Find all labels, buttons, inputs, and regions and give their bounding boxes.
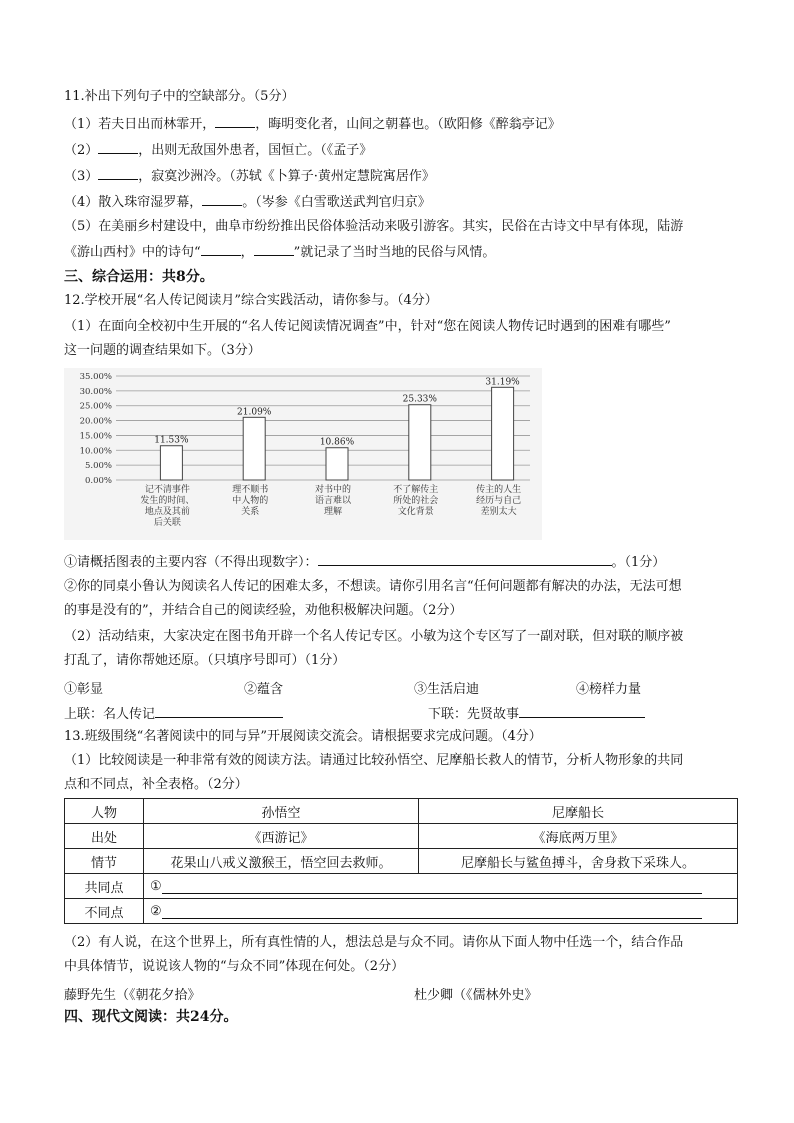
q13-part2-line2: 中具体情节，说说该人物的“与众不同”体现在何处。（2分）	[64, 959, 405, 974]
chart-svg	[64, 368, 542, 540]
table-row	[65, 874, 738, 899]
q11-item-3: （3） ，寂寞沙洲冷。（苏轼《卜算子·黄州定慧院寓居作》	[64, 166, 435, 186]
bar	[160, 446, 182, 480]
table-cell: 《西游记》	[144, 824, 419, 849]
answer-blank[interactable]	[98, 140, 138, 154]
section-3-heading: 三、综合运用：共8分。	[64, 269, 214, 285]
category-label: 所处的社会	[393, 496, 439, 506]
category-label: 语言难以	[314, 496, 352, 506]
q11-item-5-line1: （5）在美丽乡村建设中，曲阜市纷纷推出民俗体验活动来吸引游客。其实，民俗在古诗文中早有体现，陆游	[64, 219, 684, 234]
q13-title: 13.班级围绕“名著阅读中的同与异”开展阅读交流会。请根据要求完成问题。（4分）	[64, 729, 542, 744]
answer-blank[interactable]	[202, 192, 242, 206]
category-label: 传主的人生	[476, 485, 522, 495]
bar-value-label: 10.86%	[319, 437, 355, 448]
table-row	[65, 849, 738, 874]
table-cell: 共同点	[65, 874, 144, 899]
q13-part1-line1: （1）比较阅读是一种非常有效的阅读方法。请通过比较孙悟空、尼摩船长救人的情节，分析人物形象的共同	[64, 753, 684, 768]
answer-blank[interactable]	[215, 114, 255, 128]
person-option-2: 杜少卿（《儒林外史》	[414, 988, 538, 1003]
y-tick-label: 15.00%	[79, 431, 112, 442]
category-label: 地点及其前	[144, 507, 190, 517]
survey-bar-chart	[64, 368, 542, 540]
category-label: 理解	[323, 507, 343, 517]
answer-blank[interactable]	[254, 242, 294, 256]
answer-blank[interactable]	[318, 552, 612, 566]
answer-blank[interactable]	[155, 704, 283, 718]
category-label: 文化背景	[397, 507, 434, 517]
table-row	[65, 799, 738, 824]
table-row	[65, 899, 738, 924]
couplet-option-1: ①彰显	[64, 682, 104, 697]
section-4-heading: 四、现代文阅读：共24分。	[64, 1009, 238, 1025]
category-label: 经历与自己	[476, 496, 522, 506]
q12-item-1: ①请概括图表的主要内容（不得出现数字）： 。（1分）	[64, 552, 665, 572]
couplet-option-3: ③生活启迪	[414, 682, 480, 697]
category-label: 对书中的	[314, 485, 352, 495]
bar	[409, 405, 431, 480]
table-header-cell: 人物	[65, 799, 144, 824]
category-label: 后关联	[153, 518, 181, 528]
q13-part1-line2: 点和不同点，补全表格。（2分）	[64, 777, 248, 792]
category-label: 不了解传主	[393, 485, 439, 495]
couplet-upper: 上联：名人传记	[64, 703, 283, 722]
y-tick-label: 35.00%	[79, 372, 112, 382]
table-header-cell: 尼摩船长	[419, 799, 738, 824]
answer-blank[interactable]	[98, 166, 138, 180]
category-label: 关系	[241, 507, 260, 517]
comparison-table	[64, 798, 738, 924]
q12-part2-line1: （2）活动结束，大家决定在图书角开辟一个名人传记专区。小敏为这个专区写了一副对联，但对联的顺序被	[64, 629, 684, 644]
q12-part1-line1: （1）在面向全校初中生开展的“名人传记阅读情况调查”中，针对“您在阅读人物传记时遇到的困难有哪些”	[64, 319, 671, 334]
diff-answer-cell[interactable]: ②	[144, 899, 738, 924]
table-cell: 出处	[65, 824, 144, 849]
category-label: 理不顺书	[232, 485, 269, 495]
q11-item-1: （1）若夫日出而林霏开， ，晦明变化者，山间之朝暮也。（欧阳修《醉翁亭记》	[64, 114, 561, 134]
q12-part2-line2: 打乱了，请你帮她还原。（只填序号即可）（1分）	[64, 653, 346, 668]
couplet-option-2: ②蕴含	[244, 682, 284, 697]
q11-item-5-line2: 《游山西村》中的诗句“ ， ”就记录了当时当地的民俗与风情。	[64, 242, 495, 262]
category-label: 记不清事件	[144, 485, 190, 495]
table-cell: 尼摩船长与鲨鱼搏斗，舍身救下采珠人。	[419, 849, 738, 874]
y-tick-label: 30.00%	[79, 386, 112, 397]
bar	[243, 417, 265, 480]
q11-title: 11.补出下列句子中的空缺部分。（5分）	[64, 89, 295, 104]
y-tick-label: 10.00%	[79, 446, 112, 457]
bar-value-label: 21.09%	[237, 407, 272, 418]
y-tick-label: 0.00%	[84, 476, 112, 486]
same-answer-cell[interactable]: ①	[144, 874, 738, 899]
answer-blank[interactable]	[519, 704, 645, 718]
q12-title: 12.学校开展“名人传记阅读月”综合实践活动，请你参与。（4分）	[64, 293, 438, 308]
bar	[492, 387, 514, 480]
table-row	[65, 824, 738, 849]
category-label: 发生的时间、	[140, 496, 195, 506]
couplet-option-4: ④榜样力量	[576, 682, 642, 697]
answer-blank[interactable]	[201, 242, 241, 256]
q12-part1-line2: 这一问题的调查结果如下。（3分）	[64, 343, 261, 358]
y-tick-label: 20.00%	[79, 416, 112, 427]
q11-item-2: （2） ，出则无敌国外患者，国恒亡。（《孟子》	[64, 140, 372, 160]
table-cell: 《海底两万里》	[419, 824, 738, 849]
q13-part2-line1: （2）有人说，在这个世界上，所有真性情的人，想法总是与众不同。请你从下面人物中任选一个，结合作品	[64, 935, 684, 950]
bar-value-label: 31.19%	[485, 377, 520, 388]
category-label: 中人物的	[232, 496, 269, 506]
q11-item-4: （4）散入珠帘湿罗幕， 。（岑参《白雪歌送武判官归京》	[64, 192, 431, 212]
couplet-lower: 下联：先贤故事	[428, 703, 645, 722]
table-cell: 不同点	[65, 899, 144, 924]
y-tick-label: 5.00%	[84, 461, 112, 472]
person-option-1: 藤野先生（《朝花夕拾》	[64, 988, 201, 1003]
table-header-cell: 孙悟空	[144, 799, 419, 824]
table-cell: 情节	[65, 849, 144, 874]
bar	[326, 448, 348, 480]
bar-value-label: 25.33%	[402, 394, 437, 405]
category-label: 差别太大	[480, 507, 517, 517]
q12-item-2-line1: ②你的同桌小鲁认为阅读名人传记的困难太多，不想读。请你引用名言“任何问题都有解决的办法，无法可想	[64, 579, 682, 594]
q12-item-2-line2: 的事是没有的”，并结合自己的阅读经验，劝他积极解决问题。（2分）	[64, 603, 463, 618]
bar-value-label: 11.53%	[154, 435, 189, 446]
y-tick-label: 25.00%	[79, 401, 112, 412]
table-cell: 花果山八戒义激猴王，悟空回去救师。	[144, 849, 419, 874]
